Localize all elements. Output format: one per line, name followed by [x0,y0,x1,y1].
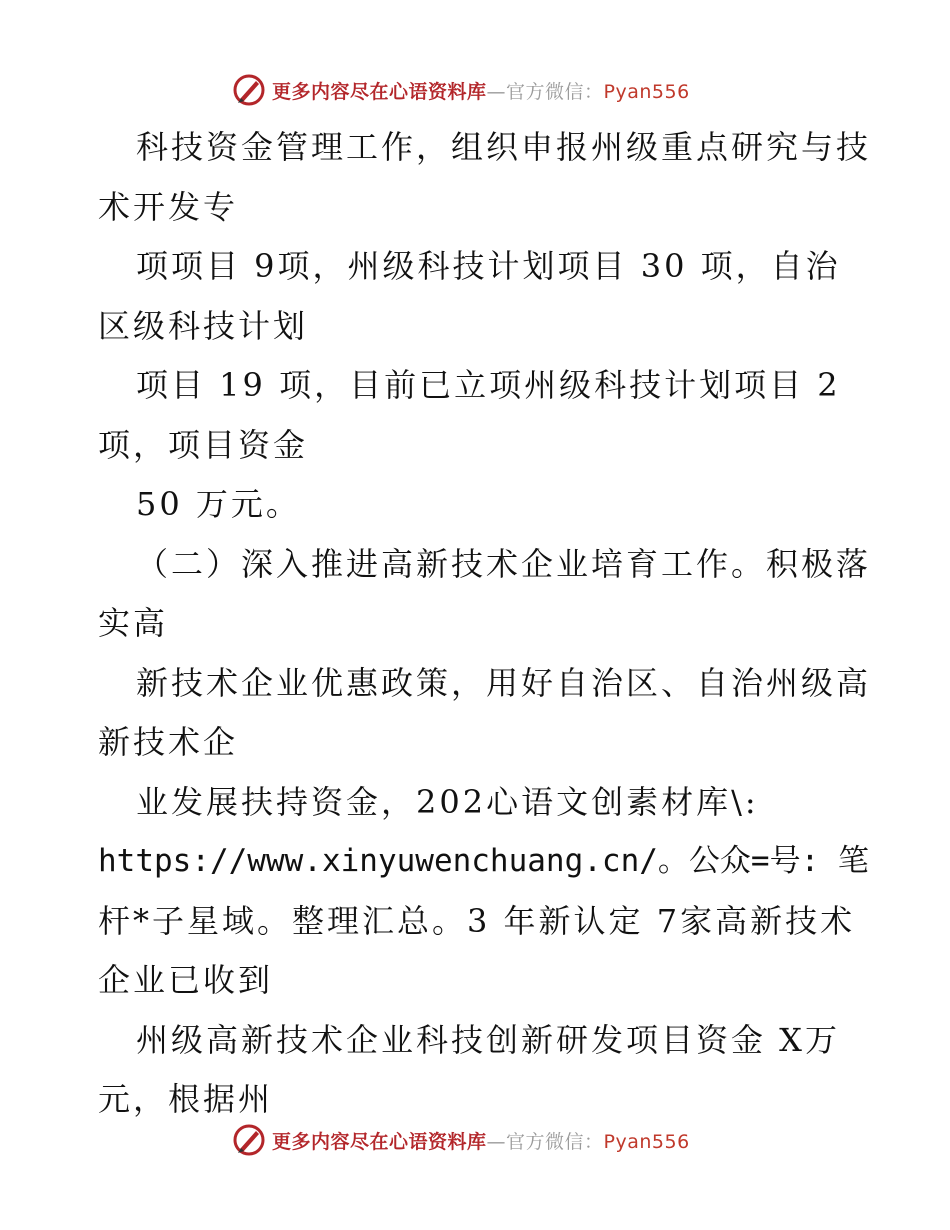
footer-dash: — [486,1130,507,1153]
header-banner [232,72,690,108]
body-line-9: 实高 [98,604,169,642]
body-line-12: 业发展扶持资金，202心语文创素材库\: [136,782,759,821]
body-line-10: 新技术企业优惠政策，用好自治区、自治州级高 [136,663,872,702]
body-line-15: 企业已收到 [98,961,274,999]
header-official-label: 官方微信： [506,80,604,103]
body-line-4: 区级科技计划 [98,306,309,345]
body-line-7: 50 万元。 [136,485,301,523]
body-line-6: 项，项目资金 [98,425,309,464]
header-banner-text [272,77,690,104]
body-line-11: 新技术企 [98,723,239,761]
body-line-3: 项项目 9项，州级科技计划项目 30 项，自治 [136,247,841,285]
body-line-5: 项目 19 项，目前已立项州级科技计划项目 2 [136,366,841,404]
footer-banner-text [272,1127,690,1154]
header-wechat-id: Pyan556 [603,80,690,103]
body-line-1: 科技资金管理工作，组织申报州级重点研究与技 [136,128,872,166]
body-line-2: 术开发专 [98,187,239,226]
brush-pen-logo-icon [232,1123,266,1157]
body-line-17: 元，根据州 [98,1080,274,1118]
body-line-14: 杆*子星域。整理汇总。3 年新认定 7家高新技术 [98,901,856,940]
footer-wechat-id: Pyan556 [603,1130,690,1153]
body-line-8: （二）深入推进高新技术企业培育工作。积极落 [136,544,872,583]
header-site-name: 更多内容尽在心语资料库 [272,80,487,103]
footer-banner [232,1122,690,1158]
body-line-13-url: https://www.xinyuwenchuang.cn/。公众=号: 笔 [98,843,869,879]
footer-official-label: 官方微信： [506,1130,604,1153]
header-dash: — [486,80,507,103]
footer-site-name: 更多内容尽在心语资料库 [272,1130,487,1153]
document-body [98,118,872,1130]
brush-pen-logo-icon [232,73,266,107]
body-line-16: 州级高新技术企业科技创新研发项目资金 X万 [136,1020,840,1059]
